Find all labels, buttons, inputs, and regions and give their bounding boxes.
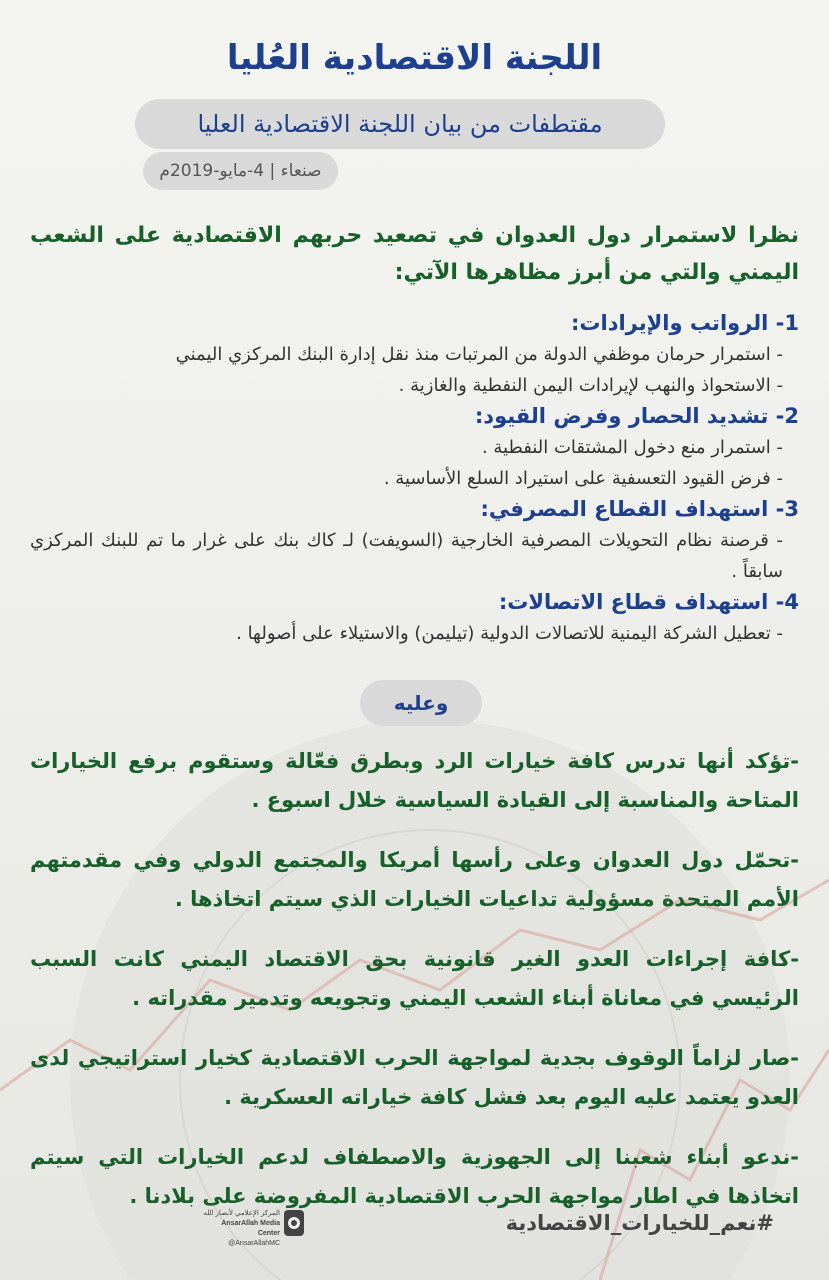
section-heading: 3- استهداف القطاع المصرفي: bbox=[480, 497, 799, 521]
section-heading: 1- الرواتب والإيرادات: bbox=[571, 311, 799, 335]
list-item: - الاستحواذ والنهب لإيرادات اليمن النفطية والغازية . bbox=[398, 375, 783, 396]
logo-arabic-name: المركز الإعلامي لأنصار الله bbox=[203, 1210, 280, 1217]
resolution-item: -صار لزاماً الوقوف بجدية لمواجهة الحرب الاقتصادية كخيار استراتيجي لدى العدو يعتمد عليه اليوم بعد فشل كافة خياراته العسكرية . bbox=[30, 1046, 799, 1109]
list-item: - استمرار منع دخول المشتقات النفطية . bbox=[481, 437, 783, 458]
list-item: - فرض القيود التعسفية على استيراد السلع الأساسية . bbox=[383, 468, 783, 489]
page-title: اللجنة الاقتصادية العُليا bbox=[226, 38, 603, 78]
logo-handle: @AnsarAllahMC bbox=[228, 1240, 280, 1247]
logo-text bbox=[200, 1209, 280, 1249]
section-blockade bbox=[30, 401, 799, 494]
issues-list bbox=[30, 308, 799, 649]
media-center-logo bbox=[200, 1205, 310, 1247]
logo-english-name: AnsarAllah Media Center bbox=[221, 1220, 280, 1237]
subtitle-pill: مقتطفات من بيان اللجنة الاقتصادية العليا bbox=[135, 99, 665, 149]
list-item: - استمرار حرمان موظفي الدولة من المرتبات منذ نقل إدارة البنك المركزي اليمني bbox=[175, 344, 783, 365]
section-banking bbox=[30, 494, 799, 587]
section-heading: 4- استهداف قطاع الاتصالات: bbox=[498, 590, 799, 614]
date-pill: صنعاء | 4-مايو-2019م bbox=[143, 152, 338, 190]
list-item: - تعطيل الشركة اليمنية للاتصالات الدولية (تيليمن) والاستيلاء على أصولها . bbox=[236, 623, 783, 644]
resolutions-list bbox=[30, 742, 799, 1237]
list-item: - قرصنة نظام التحويلات المصرفية الخارجية (السويفت) لـ كاك بنك على غرار ما تم للبنك المركزي سابقاً . bbox=[30, 530, 783, 582]
resolution-item: -ندعو أبناء شعبنا إلى الجهوزية والاصطفاف لدعم الخيارات التي سيتم اتخاذها في اطار مواجهة الحرب الاقتصادية المفروضة على بلادنا . bbox=[30, 1145, 799, 1208]
hashtag[interactable]: #نعم_للخيارات_الاقتصادية bbox=[505, 1211, 774, 1235]
media-center-emblem-icon bbox=[282, 1208, 306, 1238]
section-heading: 2- تشديد الحصار وفرض القيود: bbox=[474, 404, 799, 428]
intro-paragraph: نظرا لاستمرار دول العدوان في تصعيد حربهم الاقتصادية على الشعب اليمني والتي من أبرز مظاهرها الآتي: bbox=[30, 223, 799, 285]
resolution-item: -تؤكد أنها تدرس كافة خيارات الرد وبطرق فعّالة وستقوم برفع الخيارات المتاحة والمناسبة إلى القيادة السياسية خلال اسبوع . bbox=[30, 749, 799, 812]
section-salaries bbox=[30, 308, 799, 401]
conclusion-pill: وعليه bbox=[360, 680, 482, 726]
section-telecom bbox=[30, 587, 799, 649]
resolution-item: -كافة إجراءات العدو الغير قانونية بحق الاقتصاد اليمني كانت السبب الرئيسي في معاناة أبناء الشعب اليمني وتجويعه وتدمير مقدراته . bbox=[30, 947, 799, 1010]
resolution-item: -تحمّل دول العدوان وعلى رأسها أمريكا والمجتمع الدولي وفي مقدمتهم الأمم المتحدة مسؤولية تداعيات الخيارات الذي سيتم اتخاذها . bbox=[30, 848, 799, 911]
